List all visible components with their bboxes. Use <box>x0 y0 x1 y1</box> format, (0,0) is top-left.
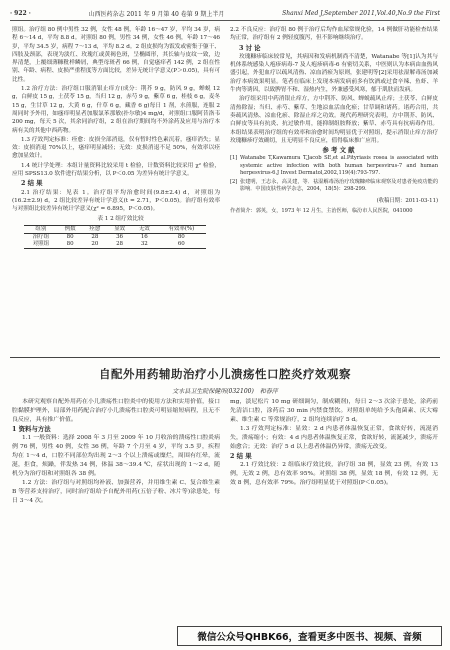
reference-number: [1] <box>230 155 238 162</box>
reference-text: Watanabe T,Kawamura T,Jacob SE,et al.Pityriasis rosea is associated with systemic active infection with both human herpesvirus-7 and human herpesvirus-6.J Invest Dermatol,2002,119(4):793-797. <box>240 155 438 176</box>
section-heading: 3 讨 论 <box>239 43 261 52</box>
table-header: 痊愈 <box>89 225 101 232</box>
paragraph: mg，淡尼松片 10 mg 研细调匀，制成糊剂)，每日 2～3 次涂于患处，涂药前先清洁口腔，涂药后 30 min 内禁食禁饮。对照组单纯给予头孢菌素、庆大霉素、维生素 C 等常规治疗，2 组均连续治疗 5 d。 <box>230 399 438 423</box>
article-title: 自配外用药辅助治疗小儿溃疡性口腔炎疗效观察 <box>99 367 351 381</box>
table-row <box>24 241 206 249</box>
section-heading: 2 结 果 <box>230 452 252 460</box>
table-cell: 16 <box>140 233 148 240</box>
paragraph: 1.3 疗效判定标准：显效：2 d 内患者体温恢复正常，食欲好转，流涎消失，溃疡缩小；有效：4 d 内患者体温恢复正常，食欲好转，流涎减少，溃疡开始愈合；无效：治疗 5 d 以上患者体温仍异常，溃疡无改变。 <box>230 426 438 450</box>
table-cell: 32 <box>140 240 148 247</box>
paragraph: 1.1 一般资料：选择 2008 年 3 月至 2009 年 10 月收治的溃疡性口腔炎病例 76 例，男性 40 例，女性 36 例，年龄 7 个月至 4 岁，平均 3.5 岁，疾程均在 1～4 d，口腔不同部位均出现 2～3 个以上溃疡或糜烂，周围有红晕，流涎，拒食，烦躁，伴发热 34 例，体温 38～39.4 ℃，症状出现的 1～2 d，随机分为治疗组和对照组各 38 例。 <box>12 435 220 477</box>
table-header: 显效 <box>114 225 126 232</box>
watermark-banner: 微信公众号QHBK66，查看更多中医书、视频、音频 <box>177 626 442 646</box>
table-header: 例数 <box>64 225 76 232</box>
paragraph: 2.1 疗效比较：2 组临床疗效比较，治疗组 38 例，显效 23 例，有效 13 例，无效 2 例，总有效率 95%。对照组 38 例，显效 18 例，有效 12 例，无效 8 例，总有效率 79%。治疗组明显优于对照组(P＜0.05)。 <box>230 462 438 486</box>
reference-item <box>230 179 438 193</box>
reference-item <box>230 155 438 177</box>
paragraph: 1.4 统计学处理：本组计量资料比较采用 t 检验，计数资料比较采用 χ² 检验，应用 SPSS13.0 软件进行结果分析，以 P＜0.05 为差异有统计学意义。 <box>12 162 220 178</box>
article-divider <box>10 357 440 358</box>
journal-title-cn: 山西医药杂志 2011 年 9 月第 40 卷第 9 期上半月 <box>88 10 225 18</box>
lower-left-column <box>12 398 220 506</box>
paragraph: 1.3 疗效判定标准：痊愈：皮损全部消退，仅有暂时性色素沉着，瘙痒消失；显效：皮损消退 70%以上，瘙痒明显减轻；无效：皮损消退不足 50%，有效率以痊愈加显效计。 <box>12 136 220 160</box>
reference-text: 张建明，王志永，高灵建，等．祛湿解毒汤治疗玫瑰糠疹临床观察及对患者免疫功能的影响．中国皮肤性病学杂志，2004，18(5)：298-299. <box>240 179 438 193</box>
paragraph: 1.2 治疗方法：治疗组口服消银止痒方(成分：荆芥 9 g，防风 9 g，蝉蜕 12 g，白鲜皮 15 g，土茯苓 15 g，当归 12 g，赤芍 9 g，紫草 6 g，桂枝 6 g，麦冬 15 g，生甘草 12 g，大黄 6 g，什草 6 g，藏香 6 g)每日 1 剂，水煎服，连服 2 周同时予外用，如瘙痒明显者加服氯苯那敏(扑尔敏)4 mg/d，对照组口服阿昔洛韦 200 mg，每天 5 次，其余同治疗组，2 组在治疗期间均不外涂药及应用与治疗本病有关的其他中西药物。 <box>12 86 221 134</box>
paragraph: 本研究观察自配外用药在小儿溃疡性口腔炎中的使用方法和实用价值，接口腔黏膜护理外，局部外用药配合治疗小儿溃疡性口腔炎可明显缩短病程，且无不良反应，具有推广价值。 <box>12 399 220 423</box>
paragraph: 治疗组采用中药消银止痒方，方中荆芥、防风、蝉蜕疏风止痒；土茯苓、白鲜皮清热除湿；当归、赤芍、紫草、生地凉血活血化瘀；甘草调和诸药。诸药合用，共奏疏风清热、凉血化瘀、除湿止痒之功效。现代药理研究表明，方中荆芥、防风、白鲜皮等具有抗炎、抗过敏作用，能抑制组胺释放；紫草、赤芍具有抗病毒作用。本组结果表明治疗组的有效率和治愈时间均明显优于对照组，提示消银止痒方治疗玫瑰糠疹疗效确切，且无明显不良反应，值得临床推广应用。 <box>230 96 438 144</box>
author-note: 作者简介：郭英，女，1973 年 12 月生，主治医师，临汾市人民医院，041000 <box>230 207 413 214</box>
paragraph: 1.2 方法：治疗组与对照组均补液、加强营养，并用维生素 C、复合维生素 B 等营养支持治疗，同时治疗组给予自配外用药(五倍子粉、冰片等)涂患处，每日 3～4 次。 <box>12 480 220 504</box>
section-heading: 1 资料与方法 <box>12 425 51 433</box>
upper-left-column <box>12 26 220 253</box>
paragraph: 2.1 治疗结果：见表 1。治疗组平均治愈时间(9.8±2.4) d，对照组为(16.2±2.9) d，2 组比较差异有统计学意义(t = 2.71，P＜0.05)。治疗组有效率与对照组比较差异有统计学意义(χ² = 6.895，P＜0.05)。 <box>12 189 220 213</box>
table-header: 无效 <box>138 225 150 232</box>
table-caption: 表 1 2 组疗效比较 <box>97 215 144 222</box>
table-cell: 治疗组 <box>32 233 50 240</box>
table-cell: 28 <box>91 233 99 240</box>
upper-right-column <box>230 26 438 216</box>
paragraph: 玫瑰糠疹临床较常见，其病因和发病机制尚不清楚，Watanabe 等[1]认为其与机体系统感染人疱疹病毒-7 及人疱疹病毒-6 有密切关系，中医则认为本病由血热风盛引起，外犯血疗以疏风清热、凉血消瘀为原则，张建明等[2]采用祛湿解毒汤加减治疗本病效果明显。笔者在临床上发现本病发病前多有饮酒或过食辛辣、鱼虾、羊牛肉等诱因，以致脾胃不和、湿热内生，外兼感受风寒，郁于肌肤而发病。 <box>230 53 438 94</box>
table-row <box>24 233 206 241</box>
table-cell: 80 <box>66 233 74 240</box>
page-number: · 922 · <box>10 9 31 17</box>
paragraph: 2.2 不良反应：治疗组 80 例于治疗后均作血尿常规化验，14 例做肝功能检查结果均正常，治疗组有 2 例轻度腹泻，但不影响继续治疗。 <box>230 27 438 42</box>
received-date: (收稿日期：2011-03-11) <box>376 198 438 205</box>
table-cell: 对照组 <box>32 240 50 247</box>
table-header: 有效率(%) <box>168 225 195 232</box>
running-header <box>10 6 440 21</box>
results-table <box>24 225 206 249</box>
section-heading: 2 结 果 <box>21 179 43 188</box>
table-cell: 36 <box>116 233 124 240</box>
table-cell: 28 <box>116 240 124 247</box>
table-header-row <box>24 225 206 233</box>
paragraph: 照组。治疗组 80 例中男性 32 例，女性 48 例，年龄 16～47 岁，平均 34 岁，病程 6～14 d，平均 8.8 d。对照组 80 例，男性 34 例，女性 46 例，年龄 17～46 岁，平均 34.5 岁，病程 7～13 d，平均 8.2 d。2 组皮损均为饭发或密集于躯干、四肢及颈部，表现为淡红、玫瑰红或黄褐色斑，呈椭圆形，其长轴与皮纹一致，边界清楚，上覆细薄糠秕样鳞屑，典型母斑者 66 例，自觉瘙痒者 142 例，2 组在性别、年龄、病程、皮损严重程度等方面比较，差异无统计学意义(P＞0.05)，具有可比性。 <box>12 27 220 83</box>
references-heading: 参 考 文 献 <box>322 146 355 155</box>
reference-number: [2] <box>230 179 238 186</box>
table-header: 组别 <box>35 225 47 232</box>
table-cell: 80 <box>66 240 74 247</box>
journal-title-en: Shanxi Med J,September 2011,Vol.40,No.9 the First <box>282 9 440 17</box>
table-cell: 20 <box>91 240 99 247</box>
table-cell: 60 <box>177 240 185 247</box>
table-cell: 80 <box>177 233 185 240</box>
lower-right-column <box>230 398 438 488</box>
article-author: 文水县卫生院保健所(032100) 和春萍 <box>172 388 278 395</box>
